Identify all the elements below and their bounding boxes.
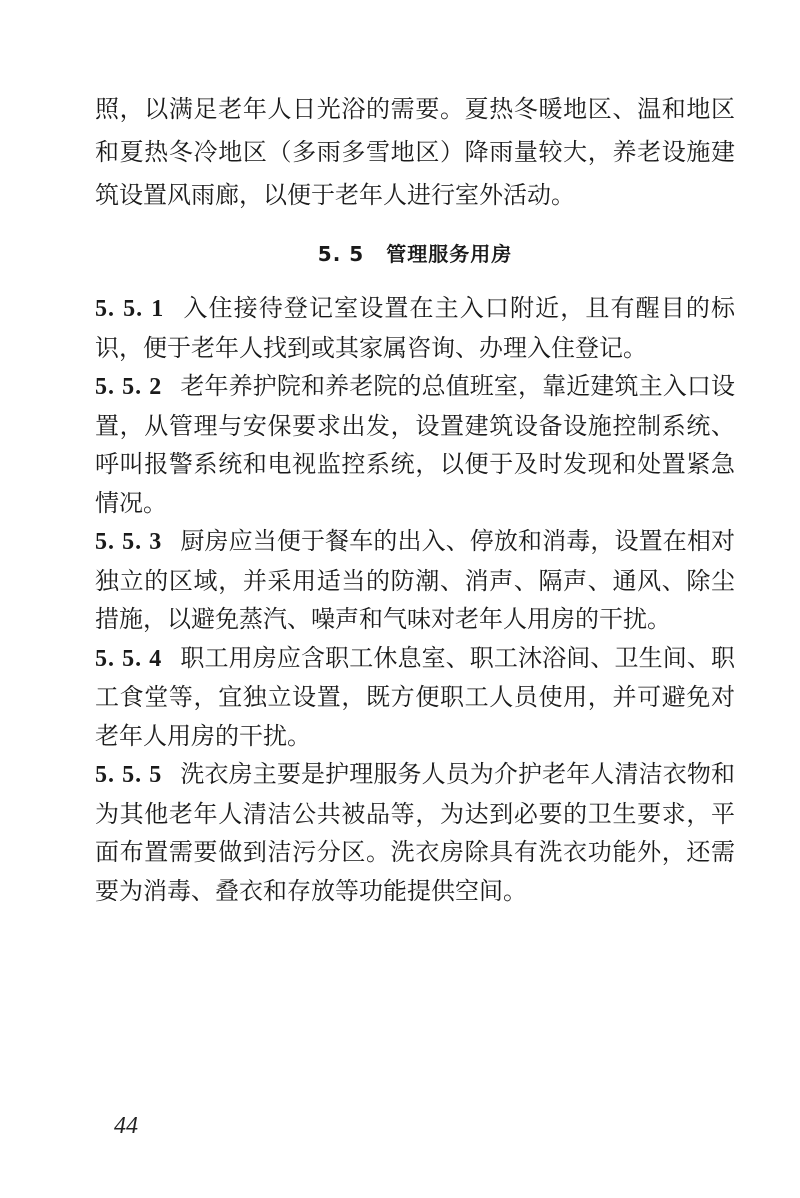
clause-5-5-5 [95,755,735,910]
section-heading [95,239,735,269]
section-number: 5. 5 [317,242,365,266]
clause-number: 5. 5. 1 [95,296,165,322]
page-number: 44 [114,1113,138,1139]
clause-5-5-1 [95,289,735,367]
clause-5-5-4 [95,639,735,756]
clause-text: 入住接待登记室设置在主入口附近，且有醒目的标识，便于老年人找到或其家属咨询、办理入住登记。 [95,294,735,362]
clause-text: 老年养护院和养老院的总值班室，靠近建筑主入口设置，从管理与安保要求出发，设置建筑设备设施控制系统、呼叫报警系统和电视监控系统，以便于及时发现和处置紧急情况。 [95,372,736,517]
clause-text: 职工用房应含职工休息室、职工沐浴间、卫生间、职工食堂等，宜独立设置，既方便职工人员使用，并可避免对老年人用房的干扰。 [95,643,736,750]
page-content [95,88,735,910]
clause-number: 5. 5. 4 [95,645,163,672]
intro-paragraph: 照，以满足老年人日光浴的需要。夏热冬暖地区、温和地区和夏热冬冷地区（多雨多雪地区）降雨量较大，养老设施建筑设置风雨廊，以便于老年人进行室外活动。 [95,95,735,209]
clause-5-5-2 [95,367,735,522]
section-title: 管理服务用房 [386,242,513,266]
clause-number: 5. 5. 2 [95,374,163,400]
clause-number: 5. 5. 3 [95,529,163,555]
clause-5-5-3 [95,522,735,639]
clause-number: 5. 5. 5 [95,762,163,788]
clause-text: 厨房应当便于餐车的出入、停放和消毒，设置在相对独立的区域，并采用适当的防潮、消声、隔声、通风、除尘措施，以避免蒸汽、噪声和气味对老年人用房的干扰。 [95,527,736,633]
clause-text: 洗衣房主要是护理服务人员为介护老年人清洁衣物和为其他老年人清洁公共被品等，为达到必要的卫生要求，平面布置需要做到洁污分区。洗衣房除具有洗衣功能外，还需要为消毒、叠衣和存放等功能提供空间。 [95,760,736,905]
